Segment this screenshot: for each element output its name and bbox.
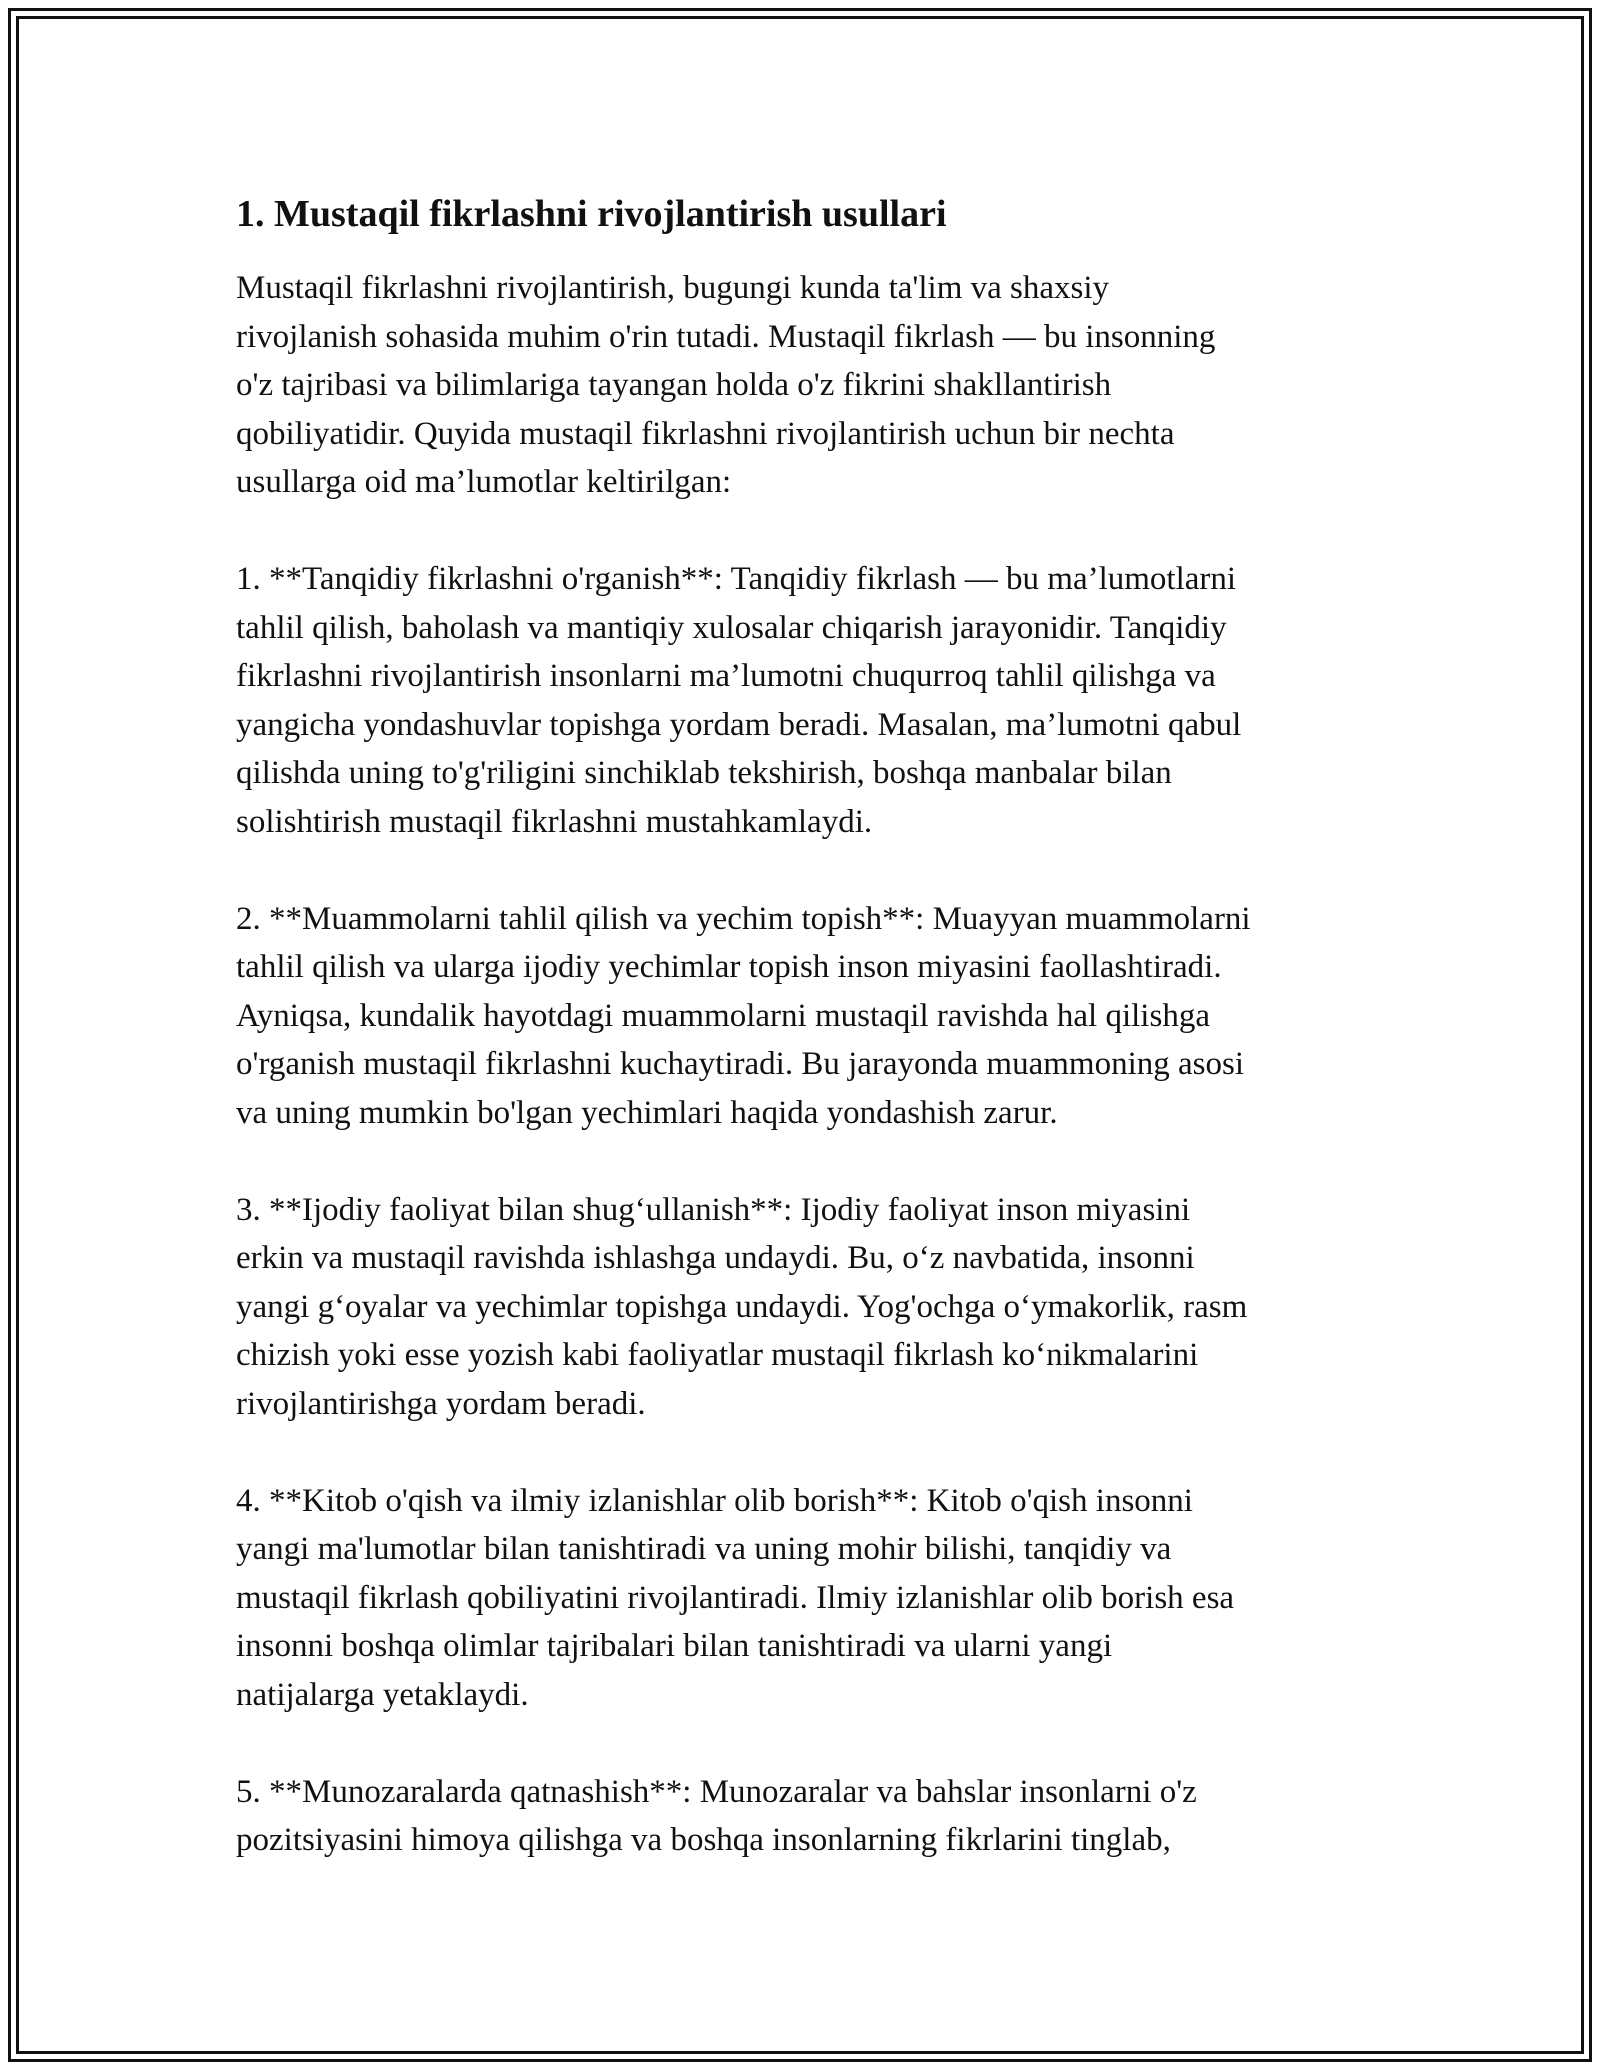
- text-line: o'z tajribasi va bilimlariga tayangan holda o'z fikrini shakllantirish: [236, 367, 1112, 403]
- list-item-paragraph-3: [236, 1186, 1386, 1429]
- text-line: 5. **Munozaralarda qatnashish**: Munozaralar va bahslar insonlarni o'z: [236, 1773, 1197, 1810]
- text-line: chizish yoki esse yozish kabi faoliyatlar mustaqil fikrlash ko‘nikmalarini: [236, 1337, 1199, 1373]
- text-line: rivojlantirishga yordam beradi.: [236, 1385, 646, 1422]
- text-line: 1. **Tanqidiy fikrlashni o'rganish**: Tanqidiy fikrlash — bu ma’lumotlarni: [236, 561, 1237, 597]
- text-line: solishtirish mustaqil fikrlashni mustahkamlaydi.: [236, 803, 873, 840]
- text-line: qilishda uning to'g'riligini sinchiklab tekshirish, boshqa manbalar bilan: [236, 755, 1172, 791]
- text-line: Ayniqsa, kundalik hayotdagi muammolarni mustaqil ravishda hal qilishga: [236, 997, 1210, 1034]
- list-item-paragraph-4: [236, 1477, 1386, 1720]
- text-line: 4. **Kitob o'qish va ilmiy izlanishlar olib borish**: Kitob o'qish insonni: [236, 1482, 1193, 1519]
- text-line: yangi ma'lumotlar bilan tanishtiradi va uning mohir bilishi, tanqidiy va: [236, 1531, 1172, 1567]
- text-line: mustaqil fikrlash qobiliyatini rivojlantiradi. Ilmiy izlanishlar olib borish esa: [236, 1579, 1235, 1616]
- text-line: tahlil qilish va ularga ijodiy yechimlar topish inson miyasini faollashtiradi.: [236, 949, 1222, 985]
- section-title: 1. Mustaqil fikrlashni rivojlantirish usullari: [236, 193, 947, 235]
- list-item-paragraph-1: [236, 555, 1386, 846]
- list-item-paragraph-5: [236, 1768, 1386, 1865]
- text-line: pozitsiyasini himoya qilishga va boshqa insonlarning fikrlarini tinglab,: [236, 1822, 1171, 1858]
- document-body: [236, 184, 1386, 1913]
- text-line: 2. **Muammolarni tahlil qilish va yechim topish**: Muayyan muammolarni: [236, 900, 1251, 937]
- text-line: tahlil qilish, baholash va mantiqiy xulosalar chiqarish jarayonidir. Tanqidiy: [236, 609, 1227, 646]
- text-line: erkin va mustaqil ravishda ishlashga undaydi. Bu, o‘z navbatida, insonni: [236, 1240, 1195, 1276]
- text-line: yangi g‘oyalar va yechimlar topishga undaydi. Yog'ochga o‘ymakorlik, rasm: [236, 1288, 1248, 1325]
- text-line: rivojlanish sohasida muhim o'rin tutadi. Mustaqil fikrlash — bu insonning: [236, 318, 1216, 355]
- intro-paragraph: [236, 264, 1386, 507]
- text-line: usullarga oid ma’lumotlar keltirilgan:: [236, 464, 732, 500]
- text-line: va uning mumkin bo'lgan yechimlari haqida yondashish zarur.: [236, 1094, 1058, 1131]
- text-line: 3. **Ijodiy faoliyat bilan shug‘ullanish**: Ijodiy faoliyat inson miyasini: [236, 1191, 1191, 1228]
- text-line: fikrlashni rivojlantirish insonlarni ma’lumotni chuqurroq tahlil qilishga va: [236, 658, 1216, 694]
- text-line: qobiliyatidir. Quyida mustaqil fikrlashni rivojlantirish uchun bir nechta: [236, 415, 1175, 452]
- text-line: o'rganish mustaqil fikrlashni kuchaytiradi. Bu jarayonda muammoning asosi: [236, 1046, 1244, 1082]
- text-line: yangicha yondashuvlar topishga yordam beradi. Masalan, ma’lumotni qabul: [236, 706, 1242, 743]
- list-item-paragraph-2: [236, 895, 1386, 1138]
- text-line: Mustaqil fikrlashni rivojlantirish, bugungi kunda ta'lim va shaxsiy: [236, 270, 1110, 306]
- text-line: natijalarga yetaklaydi.: [236, 1676, 529, 1713]
- text-line: insonni boshqa olimlar tajribalari bilan tanishtiradi va ularni yangi: [236, 1628, 1113, 1664]
